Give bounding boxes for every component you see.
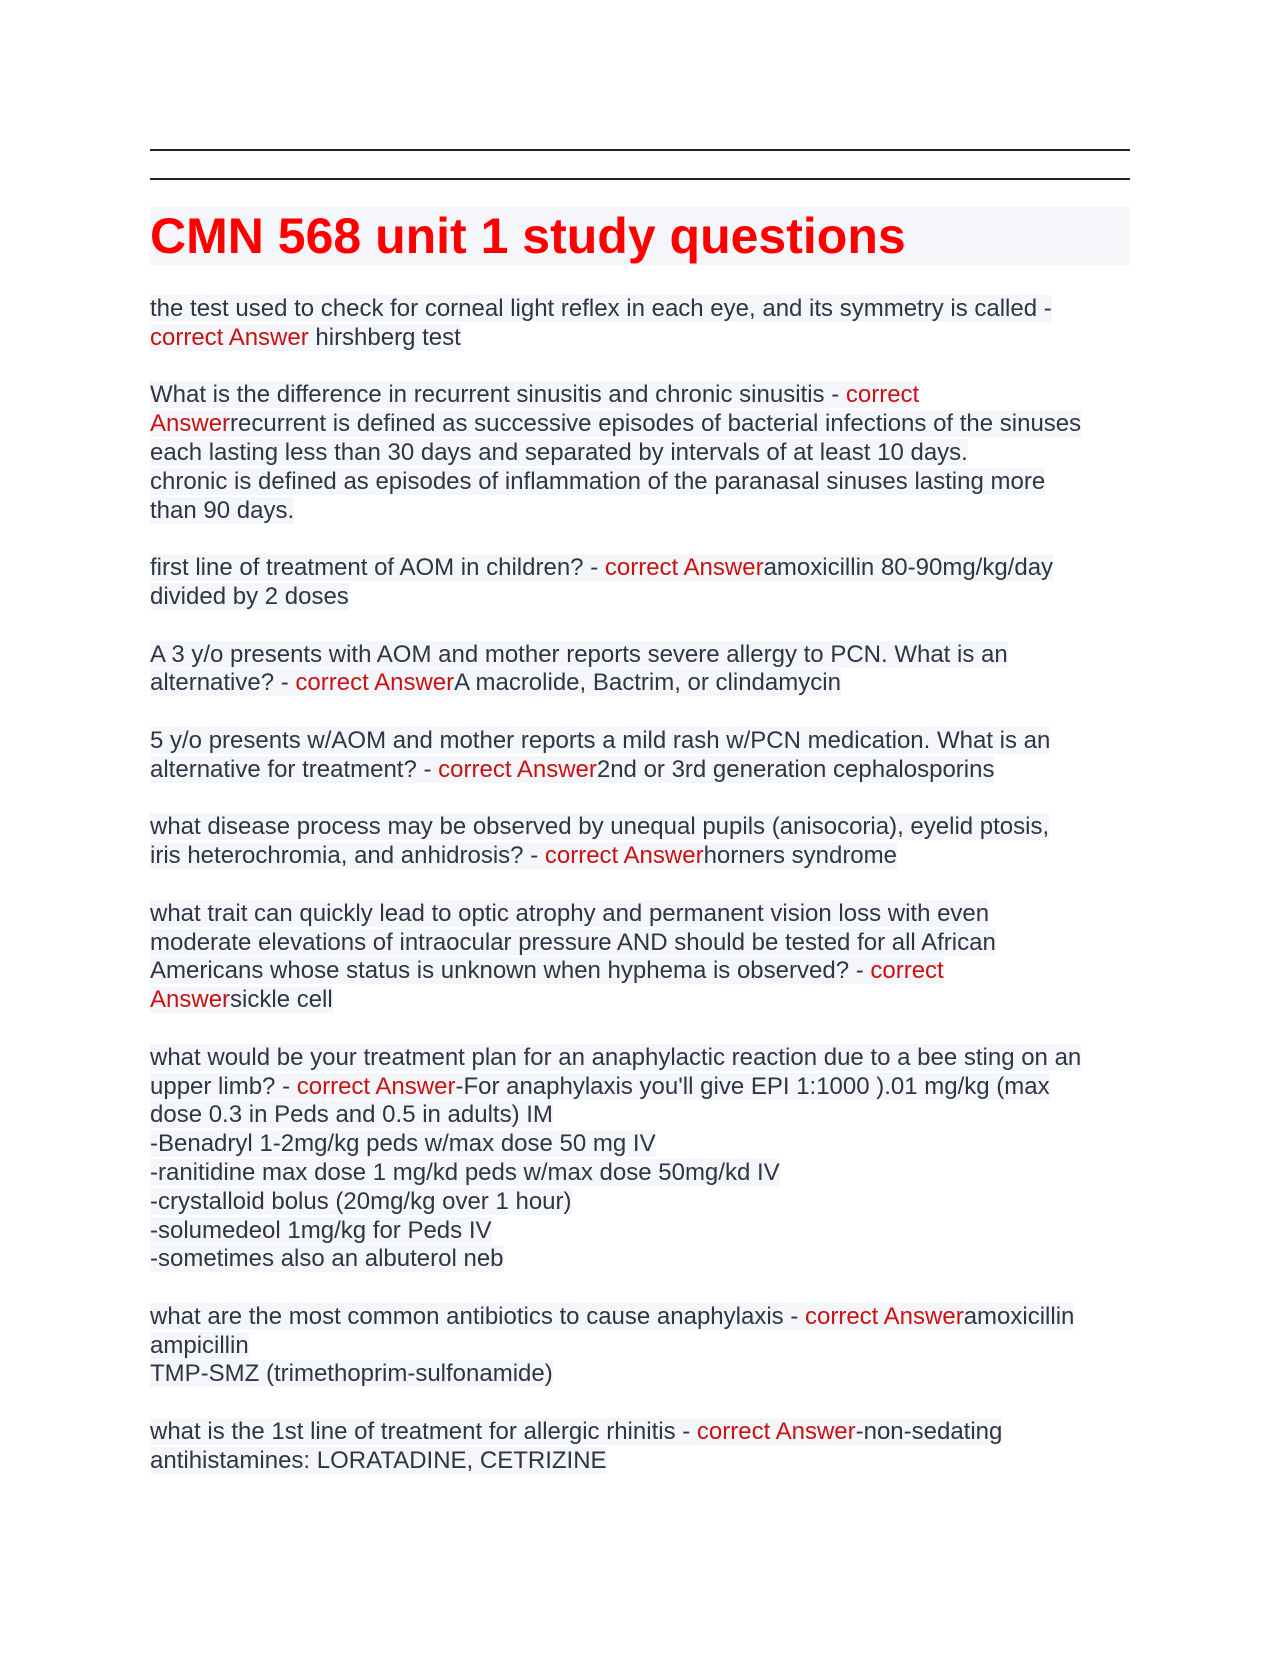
answer-label: correct Answer [296,1072,456,1100]
line-highlight [150,756,994,783]
answer-label: correct Answer [804,1302,964,1330]
qa-item [150,900,1150,1015]
qa-line [150,1044,1150,1073]
text-segment: -non-sedating [855,1418,1003,1446]
question-text: A 3 y/o presents with AOM and mother reports severe allergy to PCN. What is an [150,640,1008,668]
text-segment: 2nd or 3rd generation cephalosporins [596,755,995,783]
line-highlight [150,727,1050,754]
horizontal-rule-top [150,149,1130,151]
question-text: what disease process may be observed by unequal pupils (anisocoria), eyelid ptosis, [150,813,1050,841]
text-segment: amoxicillin 80-90mg/kg/day [763,554,1054,582]
text-segment: sickle cell [230,986,333,1014]
text-segment: -sometimes also an albuterol neb [150,1245,504,1273]
qa-line [150,1217,1150,1246]
question-text: What is the difference in recurrent sinusitis and chronic sinusitis - [150,381,846,409]
qa-line [150,1188,1150,1217]
text-segment: alternative? - [150,669,296,697]
line-highlight [150,813,1049,840]
text-segment: -Benadryl 1-2mg/kg peds w/max dose 50 mg IV [150,1130,656,1158]
qa-line [150,381,1150,410]
qa-line [150,756,1150,785]
line-highlight [150,554,1053,581]
line-highlight [150,842,897,869]
qa-line [150,439,1150,468]
question-text: 5 y/o presents w/AOM and mother reports a mild rash w/PCN medication. What is an [150,726,1051,754]
qa-line [150,1245,1150,1274]
text-segment: divided by 2 doses [150,582,349,610]
text-segment: than 90 days. [150,496,295,524]
answer-label: correct Answer [438,755,597,783]
line-highlight [150,439,968,466]
qa-line [150,1447,1150,1476]
text-segment: antihistamines: LORATADINE, CETRIZINE [150,1446,607,1474]
line-highlight [150,1418,1002,1445]
text-segment: upper limb? - [150,1072,297,1100]
qa-line [150,842,1150,871]
text-segment: dose 0.3 in Peds and 0.5 in adults) IM [150,1101,553,1129]
qa-line [150,1360,1150,1389]
text-segment: ampicillin [150,1331,249,1359]
qa-line [150,929,1150,958]
line-highlight [150,986,333,1013]
qa-line [150,986,1150,1015]
qa-line [150,583,1150,612]
qa-line [150,1303,1150,1332]
qa-item [150,813,1150,871]
question-text: what would be your treatment plan for an anaphylactic reaction due to a bee sting on an [150,1043,1082,1071]
line-highlight [150,1073,1050,1100]
answer-label: correct [845,381,920,409]
text-segment: iris heterochromia, and anhidrosis? - [150,842,545,870]
line-highlight [150,468,1045,495]
qa-list [150,295,1150,1504]
qa-line [150,1418,1150,1447]
qa-line [150,554,1150,583]
text-segment: -crystalloid bolus (20mg/kg over 1 hour) [150,1187,572,1215]
text-segment: each lasting less than 30 days and separated by intervals of at least 10 days. [150,438,968,466]
qa-line [150,1332,1150,1361]
question-text: what trait can quickly lead to optic atrophy and permanent vision loss with even [150,899,990,927]
answer-label: correct Answer [150,323,309,351]
text-segment: recurrent is defined as successive episodes of bacterial infections of the sinuses [230,410,1082,438]
qa-line [150,324,1150,353]
answer-label: correct Answer [604,554,764,582]
qa-line [150,1130,1150,1159]
qa-line [150,410,1150,439]
answer-label: correct [870,957,944,985]
horizontal-rule-bottom [150,178,1130,180]
text-segment: horners syndrome [703,842,897,870]
line-highlight [150,1360,553,1387]
line-highlight [150,295,1052,322]
qa-line [150,727,1150,756]
line-highlight [150,1217,492,1244]
qa-line [150,497,1150,526]
document-title: CMN 568 unit 1 study questions [150,208,906,264]
qa-item [150,1418,1150,1476]
line-highlight [150,381,919,408]
line-highlight [150,1332,249,1359]
qa-line [150,957,1150,986]
text-segment: Americans whose status is unknown when hyphema is observed? - [150,957,871,985]
text-segment: hirshberg test [308,323,461,351]
text-segment: TMP-SMZ (trimethoprim-sulfonamide) [150,1360,553,1388]
qa-item [150,1044,1150,1274]
text-segment: alternative for treatment? - [150,755,439,783]
text-segment: chronic is defined as episodes of inflammation of the paranasal sinuses lasting more [150,467,1046,495]
text-segment: amoxicillin [963,1302,1075,1330]
text-segment: -ranitidine max dose 1 mg/kd peds w/max dose 50mg/kd IV [150,1158,780,1186]
text-segment: -solumedeol 1mg/kg for Peds IV [150,1216,492,1244]
line-highlight [150,669,841,696]
qa-line [150,900,1150,929]
line-highlight [150,410,1081,437]
answer-label: Answer [150,410,231,438]
answer-label: correct Answer [295,669,455,697]
question-text: what are the most common antibiotics to cause anaphylaxis - [150,1302,805,1330]
qa-line [150,295,1150,324]
qa-item [150,1303,1150,1389]
line-highlight [150,1159,780,1186]
text-segment: moderate elevations of intraocular pressure AND should be tested for all African [150,928,996,956]
line-highlight [150,1303,1074,1330]
qa-line [150,641,1150,670]
line-highlight [150,1447,607,1474]
answer-label: correct Answer [544,842,704,870]
line-highlight [150,497,294,524]
question-text: the test used to check for corneal light reflex in each eye, and its symmetry is called - [150,295,1052,322]
line-highlight [150,929,996,956]
line-highlight [150,324,461,351]
answer-label: correct Answer [696,1418,856,1446]
qa-line [150,468,1150,497]
line-highlight [150,1188,572,1215]
question-text: what is the 1st line of treatment for allergic rhinitis - [150,1418,697,1446]
text-segment: -For anaphylaxis you'll give EPI 1:1000 ).01 mg/kg (max [455,1072,1050,1100]
qa-line [150,1101,1150,1130]
question-text: first line of treatment of AOM in children? - [150,554,605,582]
qa-line [150,1159,1150,1188]
qa-item [150,295,1150,353]
line-highlight [150,1130,656,1157]
qa-line [150,813,1150,842]
line-highlight [150,1245,504,1272]
line-highlight [150,1101,553,1128]
text-segment: A macrolide, Bactrim, or clindamycin [454,669,841,697]
line-highlight [150,641,1008,668]
line-highlight [150,957,944,984]
qa-item [150,727,1150,785]
qa-item [150,641,1150,699]
qa-line [150,669,1150,698]
line-highlight [150,583,349,610]
qa-item [150,381,1150,525]
qa-item [150,554,1150,612]
qa-line [150,1073,1150,1102]
line-highlight [150,900,989,927]
line-highlight [150,1044,1081,1071]
answer-label: Answer [150,986,231,1014]
